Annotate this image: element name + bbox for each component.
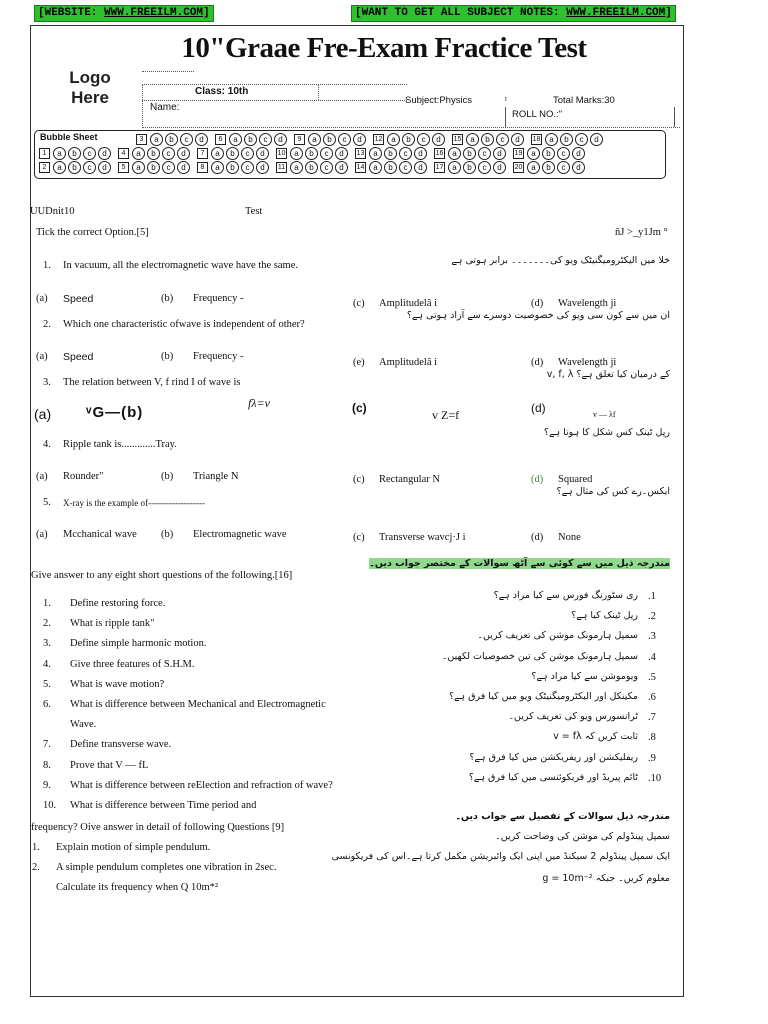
bubble-option-b[interactable]: b <box>147 161 160 174</box>
question-text: The relation between V, f rind I of wave is <box>63 377 241 388</box>
option-label: (a) <box>36 293 48 304</box>
short-question-text: Define transverse wave. <box>70 739 172 751</box>
bubble-number: 4 <box>118 148 129 159</box>
divider <box>142 127 680 128</box>
bubble-option-a[interactable]: a <box>308 133 321 146</box>
bubble-option-b[interactable]: b <box>402 133 415 146</box>
short-question-text: Give three features of S.H.M. <box>70 658 195 670</box>
bubble-option-c[interactable]: c <box>399 147 412 160</box>
bubble-option-a[interactable]: a <box>466 133 479 146</box>
bubble-group <box>39 161 113 174</box>
short-question-text: What is difference between Mechanical and Electromagnetic <box>70 699 326 710</box>
short-question-urdu-number: .6 <box>648 692 656 703</box>
bubble-option-b[interactable]: b <box>244 133 257 146</box>
option-text: Frequency - <box>193 351 244 362</box>
short-question-urdu-number: .7 <box>648 712 656 724</box>
bubble-number: 9 <box>294 134 305 145</box>
bubble-option-a[interactable]: a <box>150 133 163 146</box>
bubble-sheet <box>34 130 666 179</box>
bubble-option-b[interactable]: b <box>226 161 239 174</box>
divider-mark: ᵗ <box>505 95 507 105</box>
long-question-urdu: سمپل پینڈولم کی موشن کی وضاحت کریں۔ <box>495 831 670 842</box>
short-question-number: 8. <box>43 759 51 771</box>
bubble-option-d[interactable]: d <box>414 161 427 174</box>
option-text: Speed <box>63 293 94 305</box>
section2-title: Give answer to any eight short questions of the following.[16] <box>31 570 293 581</box>
short-question-urdu-number: .2 <box>648 611 656 623</box>
short-question-number: 1. <box>43 598 51 609</box>
option-text: Rectangular N <box>379 474 440 485</box>
long-question-urdu: ایک سمپل پینڈولم 2 سیکنڈ میں اپنی ایک وائبریشن مکمل کرتا ہے۔اس کی فریکونسی <box>331 851 670 862</box>
bubble-option-d[interactable]: d <box>177 161 190 174</box>
bubble-group <box>434 147 508 160</box>
bubble-option-d[interactable]: d <box>98 161 111 174</box>
bubble-row <box>39 147 592 160</box>
bubble-group <box>276 147 350 160</box>
bubble-option-d[interactable]: d <box>195 133 208 146</box>
bubble-option-d[interactable]: d <box>432 133 445 146</box>
logo-placeholder: Logo Here <box>69 68 111 107</box>
option-label: (d) <box>531 357 544 368</box>
bubble-group <box>136 133 210 146</box>
bubble-option-b[interactable]: b <box>305 147 318 160</box>
short-question-number: 6. <box>43 699 51 710</box>
roll-no-label: ROLL NO.:" <box>512 109 563 120</box>
notes-link[interactable]: WWW.FREEILM.COM <box>566 7 666 19</box>
option-text: Amplitudelâ i <box>379 357 438 368</box>
bubble-option-c[interactable]: c <box>162 147 175 160</box>
short-question-text: Prove that V — fL <box>70 759 149 771</box>
bubble-option-a[interactable]: a <box>290 161 303 174</box>
bubble-number: 3 <box>136 134 147 145</box>
bubble-sheet-title: Bubble Sheet <box>40 132 98 142</box>
bubble-option-a[interactable]: a <box>211 161 224 174</box>
question-urdu: خلا میں الیکٹرومیگنیٹک ویو کی۔۔۔۔۔۔۔ برابر ہوتی ہے <box>451 255 670 266</box>
bubble-number: 15 <box>453 136 462 143</box>
bubble-number: 6 <box>215 134 226 145</box>
option-label: (a) <box>36 351 48 362</box>
short-question-number: 9. <box>43 779 51 791</box>
option-label: (d) <box>531 532 544 543</box>
short-question-urdu-number: .3 <box>648 631 656 643</box>
section1-title: Tick the correct Option.[5] <box>36 227 149 238</box>
short-question-text: What is difference between reElection and refraction of wave? <box>70 779 333 791</box>
short-question-urdu-number: .10 <box>648 772 662 784</box>
bubble-option-a[interactable]: a <box>132 161 145 174</box>
option-text: Rounder" <box>63 471 104 482</box>
option-text: Frequency - <box>193 293 244 304</box>
bubble-option-a[interactable]: a <box>527 147 540 160</box>
class-label: Class: 10th <box>195 86 249 97</box>
bubble-option-d[interactable]: d <box>493 161 506 174</box>
bubble-option-c[interactable]: c <box>320 147 333 160</box>
option-label: (b) <box>161 529 174 540</box>
section3-title: frequency? Oive answer in detail of following Questions [9] <box>31 822 285 833</box>
bubble-option-b[interactable]: b <box>560 133 573 146</box>
short-question-urdu-number: .4 <box>648 651 656 663</box>
bubble-option-c[interactable]: c <box>557 147 570 160</box>
question-text: X-ray is the example of------------------- <box>63 498 205 508</box>
bubble-number: 8 <box>197 162 208 173</box>
bubble-option-b[interactable]: b <box>226 147 239 160</box>
option-label: (c) <box>352 401 367 415</box>
long-question-number: 2. <box>32 862 40 873</box>
question-text: In vacuum, all the electromagnetic wave have the same. <box>63 260 298 271</box>
bubble-option-a[interactable]: a <box>448 147 461 160</box>
bubble-option-c[interactable]: c <box>399 161 412 174</box>
short-question-urdu: سمپل ہارمونک موشن کی تعریف کریں۔ <box>477 630 638 642</box>
bubble-option-d[interactable]: d <box>256 147 269 160</box>
bubble-group <box>294 133 368 146</box>
divider <box>505 107 507 127</box>
option-label: (c) <box>353 532 365 543</box>
bubble-group <box>118 147 192 160</box>
bubble-group <box>373 133 447 146</box>
option-label: (b) <box>161 471 174 482</box>
option-text: v — λf <box>593 410 616 419</box>
bubble-option-b[interactable]: b <box>68 147 81 160</box>
bubble-number: 7 <box>197 148 208 159</box>
short-question-urdu: ویوموشن سے کیا مراد ہے؟ <box>531 670 638 682</box>
question-number: 5. <box>43 497 51 508</box>
bubble-option-a[interactable]: a <box>290 147 303 160</box>
bubble-option-c[interactable]: c <box>338 133 351 146</box>
question-number: 4. <box>43 439 51 450</box>
bubble-number: 12 <box>374 136 383 143</box>
bubble-group <box>513 161 587 174</box>
banner-text: [WEBSITE: <box>38 7 105 19</box>
page-title: 10"Graae Fre-Exam Fractice Test <box>181 32 587 64</box>
question-text: Which one characteristic ofwave is independent of other? <box>63 319 305 330</box>
option-text: Transverse wavcj·J i <box>379 532 466 543</box>
banner-text: [WANT TO GET ALL SUBJECT NOTES: <box>355 7 567 19</box>
bubble-option-c[interactable]: c <box>83 147 96 160</box>
short-question-number: 4. <box>43 658 51 670</box>
divider <box>142 84 407 85</box>
short-question-urdu-number: .9 <box>648 752 656 764</box>
bubble-number: 2 <box>39 162 50 173</box>
long-question-text: A simple pendulum completes one vibration in 2sec. <box>56 862 277 873</box>
bubble-group <box>434 161 508 174</box>
bubble-number: 10 <box>277 150 286 157</box>
bubble-option-b[interactable]: b <box>542 161 555 174</box>
bubble-option-b[interactable]: b <box>165 133 178 146</box>
option-label: (c) <box>353 474 365 485</box>
option-label: (d) <box>531 401 546 415</box>
short-question-text: Wave. <box>70 719 97 731</box>
bubble-option-c[interactable]: c <box>575 133 588 146</box>
bubble-group <box>452 133 526 146</box>
bubble-option-d[interactable]: d <box>177 147 190 160</box>
bubble-option-a[interactable]: a <box>53 161 66 174</box>
short-question-number: 10. <box>43 800 57 811</box>
short-question-text: What is wave motion? <box>70 678 165 690</box>
long-question-urdu: معلوم کریں۔ جبکہ g = 10m⁻² <box>542 873 670 884</box>
bubble-option-c[interactable]: c <box>180 133 193 146</box>
bubble-option-a[interactable]: a <box>527 161 540 174</box>
divider <box>318 84 320 100</box>
banner-text: ] <box>203 7 210 19</box>
short-question-text: What is ripple tank" <box>70 618 155 630</box>
bubble-number: 16 <box>435 150 444 157</box>
bubble-option-c[interactable]: c <box>320 161 333 174</box>
bubble-group <box>276 161 350 174</box>
short-question-urdu: ٹائم پیریڈ اور فریکوئنسی میں کیا فرق ہے؟ <box>468 771 638 783</box>
bubble-option-a[interactable]: a <box>211 147 224 160</box>
bubble-group <box>355 161 429 174</box>
short-question-urdu: مکینکل اور الیکٹرومیگنیٹک ویو میں کیا فرق ہے؟ <box>448 691 638 702</box>
short-question-urdu-number: .1 <box>648 591 656 602</box>
total-marks-label: Total Marks:30 <box>553 95 615 106</box>
bubble-option-d[interactable]: d <box>414 147 427 160</box>
short-question-text: Define restoring force. <box>70 598 166 609</box>
short-question-urdu: سمپل ہارمونک موشن کی تین خصوصیات لکھیں۔ <box>441 650 638 662</box>
bubble-option-d[interactable]: d <box>256 161 269 174</box>
bubble-option-a[interactable]: a <box>369 161 382 174</box>
section2-urdu-title: مندرجہ ذیل میں سے کوئی سے آٹھ سوالات کے مختصر جواب دیں۔ <box>369 558 670 569</box>
short-question-number: 3. <box>43 638 51 650</box>
bubble-group <box>39 147 113 160</box>
bubble-option-d[interactable]: d <box>274 133 287 146</box>
bubble-group <box>197 147 271 160</box>
option-text: Wavelength ji <box>558 298 617 309</box>
test-label: Test <box>245 206 263 217</box>
bubble-row <box>39 133 610 146</box>
option-text: Speed <box>63 351 94 363</box>
option-text: v Z=f <box>432 408 460 422</box>
bubble-option-c[interactable]: c <box>496 133 509 146</box>
option-text: None <box>558 532 581 543</box>
bubble-option-b[interactable]: b <box>384 161 397 174</box>
bubble-option-b[interactable]: b <box>305 161 318 174</box>
short-question-text: What is difference between Time period and <box>70 800 257 811</box>
bubble-option-b[interactable]: b <box>68 161 81 174</box>
divider <box>142 71 194 72</box>
option-text: ᵛG—(b) <box>86 404 144 421</box>
short-question-urdu-number: .5 <box>648 671 656 683</box>
section3-urdu-title: مندرجہ ذیل سوالات کے تفصیل سے جواب دیں۔ <box>455 811 670 822</box>
option-text: Mcchanical wave <box>63 529 137 540</box>
option-label: (a) <box>34 406 52 422</box>
bubble-option-c[interactable]: c <box>241 161 254 174</box>
bubble-number: 19 <box>514 150 523 157</box>
option-text: Triangle N <box>193 471 239 482</box>
divider <box>142 100 407 101</box>
bubble-option-d[interactable]: d <box>572 147 585 160</box>
bubble-group <box>513 147 587 160</box>
question-urdu: ایکس۔رے کس کی مثال ہے؟ <box>556 486 670 497</box>
option-label: (a) <box>36 471 48 482</box>
bubble-number: 11 <box>277 164 286 171</box>
question-number: 3. <box>43 377 51 388</box>
short-question-urdu-number: .8 <box>648 732 656 744</box>
bubble-option-d[interactable]: d <box>98 147 111 160</box>
question-urdu: رپل ٹینک کس شکل کا ہوتا ہے؟ <box>543 427 670 438</box>
bubble-option-c[interactable]: c <box>478 147 491 160</box>
option-label: (c) <box>353 298 365 309</box>
bubble-option-a[interactable]: a <box>545 133 558 146</box>
bubble-option-a[interactable]: a <box>53 147 66 160</box>
unit-number: 10 <box>64 206 75 217</box>
option-text: Wavelength ji <box>558 357 617 368</box>
bubble-number: 17 <box>435 164 444 171</box>
bubble-option-a[interactable]: a <box>369 147 382 160</box>
option-label: (b) <box>161 351 174 362</box>
bubble-option-d[interactable]: d <box>493 147 506 160</box>
option-text: Squared <box>558 474 593 485</box>
short-question-number: 2. <box>43 618 51 630</box>
option-label: (a) <box>36 529 48 540</box>
bubble-option-c[interactable]: c <box>241 147 254 160</box>
bubble-option-c[interactable]: c <box>162 161 175 174</box>
option-text: Amplitudelâ i <box>379 298 438 309</box>
short-question-urdu: ثابت کریں کہ v = fλ <box>553 731 638 743</box>
bubble-option-d[interactable]: d <box>335 147 348 160</box>
question-text: Ripple tank is.............Tray. <box>63 439 177 450</box>
bubble-option-a[interactable]: a <box>387 133 400 146</box>
subject-label: Subject:Physics <box>405 95 473 106</box>
section1-urdu-title: ñJ >_y1Jm ° <box>615 227 668 238</box>
unit-label: UUDnit <box>30 206 64 217</box>
bubble-row <box>39 161 592 174</box>
formula: fλ=v <box>248 396 270 410</box>
bubble-option-b[interactable]: b <box>481 133 494 146</box>
bubble-option-d[interactable]: d <box>353 133 366 146</box>
short-question-urdu: ٹرانسورس ویو کی تعریف کریں۔ <box>508 711 638 723</box>
short-question-urdu: ری سٹورنگ فورس سے کیا مراد ہے؟ <box>493 590 638 601</box>
long-question-text: Explain motion of simple pendulum. <box>56 842 211 853</box>
bubble-option-c[interactable]: c <box>259 133 272 146</box>
bubble-option-c[interactable]: c <box>83 161 96 174</box>
bubble-option-b[interactable]: b <box>542 147 555 160</box>
option-text: Electromagnetic wave <box>193 529 287 540</box>
bubble-group <box>197 161 271 174</box>
bubble-option-d[interactable]: d <box>335 161 348 174</box>
short-question-urdu: رپل ٹینک کیا ہے؟ <box>571 610 638 622</box>
divider <box>142 84 144 128</box>
short-question-urdu: ریفلیکشن اور ریفریکشن میں کیا فرق ہے؟ <box>469 751 638 763</box>
question-number: 1. <box>43 260 51 271</box>
short-question-text: Define simple harmonic motion. <box>70 638 207 650</box>
option-label: (e) <box>353 357 365 368</box>
bubble-option-c[interactable]: c <box>478 161 491 174</box>
website-link[interactable]: WWW.FREEILM.COM <box>104 7 204 19</box>
bubble-group <box>355 147 429 160</box>
bubble-number: 20 <box>514 164 523 171</box>
notes-banner <box>351 5 676 22</box>
short-question-number: 7. <box>43 739 51 751</box>
bubble-option-c[interactable]: c <box>417 133 430 146</box>
bubble-number: 18 <box>532 136 541 143</box>
question-urdu: کے درمیان کیا تعلق ہے؟ v, f, λ <box>546 369 670 380</box>
bubble-number: 5 <box>118 162 129 173</box>
bubble-option-b[interactable]: b <box>323 133 336 146</box>
bubble-group <box>215 133 289 146</box>
bubble-number: 1 <box>39 148 50 159</box>
banner-text: ] <box>665 7 672 19</box>
bubble-option-b[interactable]: b <box>463 147 476 160</box>
bubble-option-b[interactable]: b <box>147 147 160 160</box>
long-question-text: Calculate its frequency when Q 10m*² <box>56 882 219 893</box>
option-label: (b) <box>161 293 174 304</box>
question-urdu: ان میں سے کون سی ویو کی خصوصیت دوسرے سے آزاد ہوتی ہے؟ <box>406 310 670 321</box>
option-label: (d) <box>531 298 544 309</box>
bubble-group <box>531 133 605 146</box>
bubble-option-b[interactable]: b <box>384 147 397 160</box>
option-label: (d) <box>531 474 544 485</box>
long-question-number: 1. <box>32 842 40 853</box>
bubble-number: 14 <box>356 164 365 171</box>
bubble-option-d[interactable]: d <box>572 161 585 174</box>
name-label: Name: <box>150 102 180 113</box>
bubble-option-a[interactable]: a <box>229 133 242 146</box>
bubble-option-c[interactable]: c <box>557 161 570 174</box>
short-question-number: 5. <box>43 678 51 690</box>
bubble-option-b[interactable]: b <box>463 161 476 174</box>
bubble-group <box>118 161 192 174</box>
bubble-option-d[interactable]: d <box>590 133 603 146</box>
bubble-option-a[interactable]: a <box>132 147 145 160</box>
bubble-number: 13 <box>356 150 365 157</box>
bubble-option-d[interactable]: d <box>511 133 524 146</box>
website-banner <box>34 5 214 22</box>
question-number: 2. <box>43 319 51 330</box>
bubble-option-a[interactable]: a <box>448 161 461 174</box>
divider <box>674 107 676 127</box>
